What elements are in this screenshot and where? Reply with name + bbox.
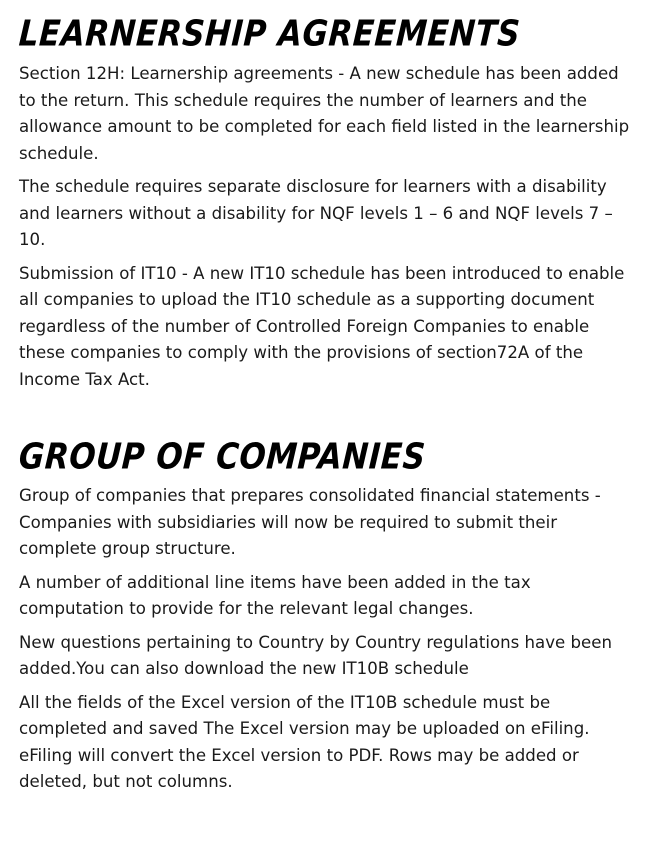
paragraph-it10b-excel: All the fields of the Excel version of the IT10B schedule must be completed and saved The Excel version may be uploaded on eFiling. eFiling will convert the Excel version to PDF. Rows may be added or deleted, but not columns. [19,692,590,791]
paragraph-disability-disclosure: The schedule requires separate disclosure for learners with a disability and learners without a disability for NQF levels 1 – 6 and NQF levels 7 – 10. [19,177,613,249]
paragraph-section-12h: Section 12H: Learnership agreements - A new schedule has been added to the return. This schedule requires the number of learners and the allowance amount to be completed for each field listed in the learnership schedule. [19,64,630,163]
paragraph-group-structure: Group of companies that prepares consolidated financial statements - Companies with subsidiaries will now be required to submit their complete group structure. [19,486,601,558]
paragraph-country-by-country: New questions pertaining to Country by Country regulations have been added.You can also download the new IT10B schedule [19,632,612,678]
section-heading-learnership: LEARNERSHIP AGREEMENTS [17,13,522,55]
paragraph-it10-submission: Submission of IT10 - A new IT10 schedule has been introduced to enable all companies to upload the IT10 schedule as a supporting document regardless of the number of Controlled Foreign Companies to enable these companies to comply with the provisions of section72A of the Income Tax Act. [19,263,625,389]
paragraph-tax-computation: A number of additional line items have been added in the tax computation to provide for the relevant legal changes. [19,572,531,618]
document-page [19,0,631,796]
section-heading-group-of-companies: GROUP OF COMPANIES [17,436,427,478]
